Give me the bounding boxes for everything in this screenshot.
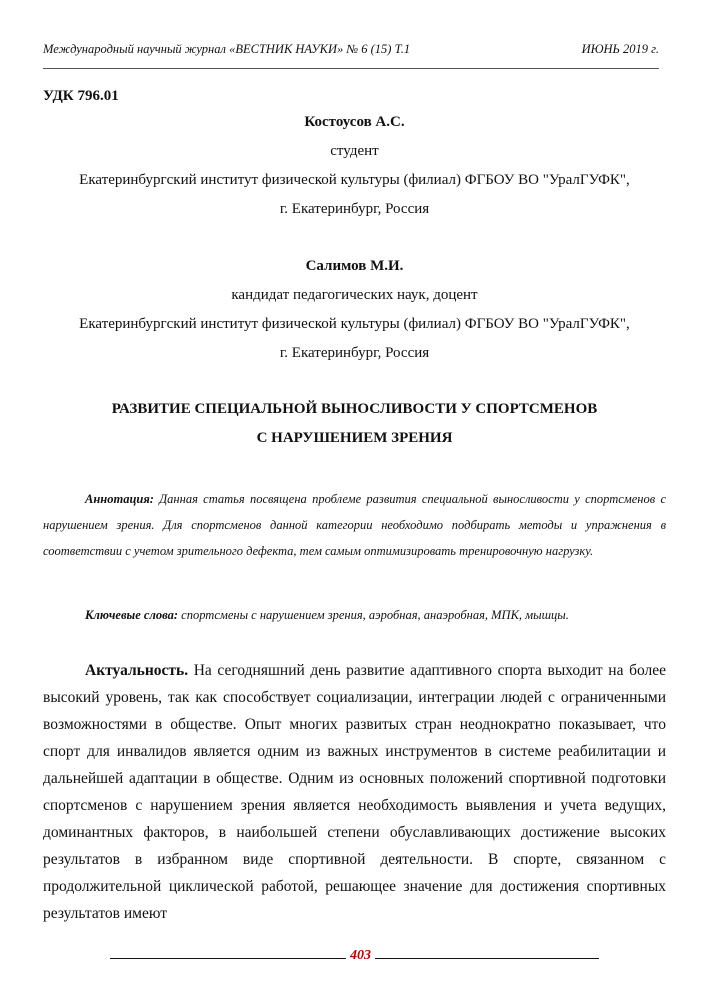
author-affiliation: Екатеринбургский институт физической культуры (филиал) ФГБОУ ВО "УралГУФК", (79, 172, 630, 188)
udk-code: УДК 796.01 (43, 88, 119, 104)
author-city: г. Екатеринбург, Россия (279, 201, 430, 217)
section-label: Актуальность. (85, 662, 189, 679)
footer-rule-right (375, 944, 599, 959)
abstract-label: Аннотация: (85, 492, 154, 506)
author-affiliation: Екатеринбургский институт физической культуры (филиал) ФГБОУ ВО "УралГУФК", (79, 316, 630, 332)
paragraph-text: На сегодняшний день развитие адаптивного спорта выходит на более высокий уровень, так как способствует социализации, интеграции людей с ограниченными возможностями в обществе. Опыт многих развитых стран неоднократно показывает, что спорт для инвалидов является одним из важных инструментов в системе реабилитации и дальнейшей адаптации в обществе. Одним из основных положений спортивной подготовки спортсменов с нарушением зрения является необходимость выявления и учета ведущих, доминантных факторов, в наибольшей степени обуславливающих достижение высоких результатов в избранном виде спортивной деятельности. В спорте, связанном с продолжительной циклической работой, решающее значение для достижения спортивных результатов имеют (43, 662, 667, 922)
footer-rule-left (110, 944, 346, 959)
issue-date: ИЮНЬ 2019 г. (581, 42, 659, 56)
journal-title: Международный научный журнал «ВЕСТНИК НАУКИ» № 6 (15) Т.1 (43, 42, 411, 56)
article-title-line-1: РАЗВИТИЕ СПЕЦИАЛЬНОЙ ВЫНОСЛИВОСТИ У СПОРТСМЕНОВ (111, 401, 598, 417)
author-position: кандидат педагогических наук, доцент (231, 287, 478, 303)
article-title-line-2: С НАРУШЕНИЕМ ЗРЕНИЯ (256, 430, 453, 446)
author-name: Костоусов А.С. (304, 114, 405, 130)
author-position: студент (330, 143, 379, 159)
header-rule (43, 68, 659, 69)
author-city: г. Екатеринбург, Россия (279, 345, 430, 361)
page-number: 403 (350, 948, 371, 963)
abstract-text: Данная статья посвящена проблеме развития специальной выносливости у спортсменов с нарушением зрения. Для спортсменов данной категории необходимо подбирать методы и упражнения в соответствии с учетом зрительного дефекта, тем самым оптимизировать тренировочную нагрузку. (43, 492, 666, 558)
keywords-label: Ключевые слова: (85, 608, 179, 622)
keywords (85, 608, 666, 623)
body-paragraph (43, 657, 666, 927)
page-footer (0, 944, 709, 964)
author-name: Салимов М.И. (305, 258, 404, 274)
abstract (43, 486, 666, 564)
keywords-text: спортсмены с нарушением зрения, аэробная, анаэробная, МПК, мышцы. (181, 608, 569, 622)
